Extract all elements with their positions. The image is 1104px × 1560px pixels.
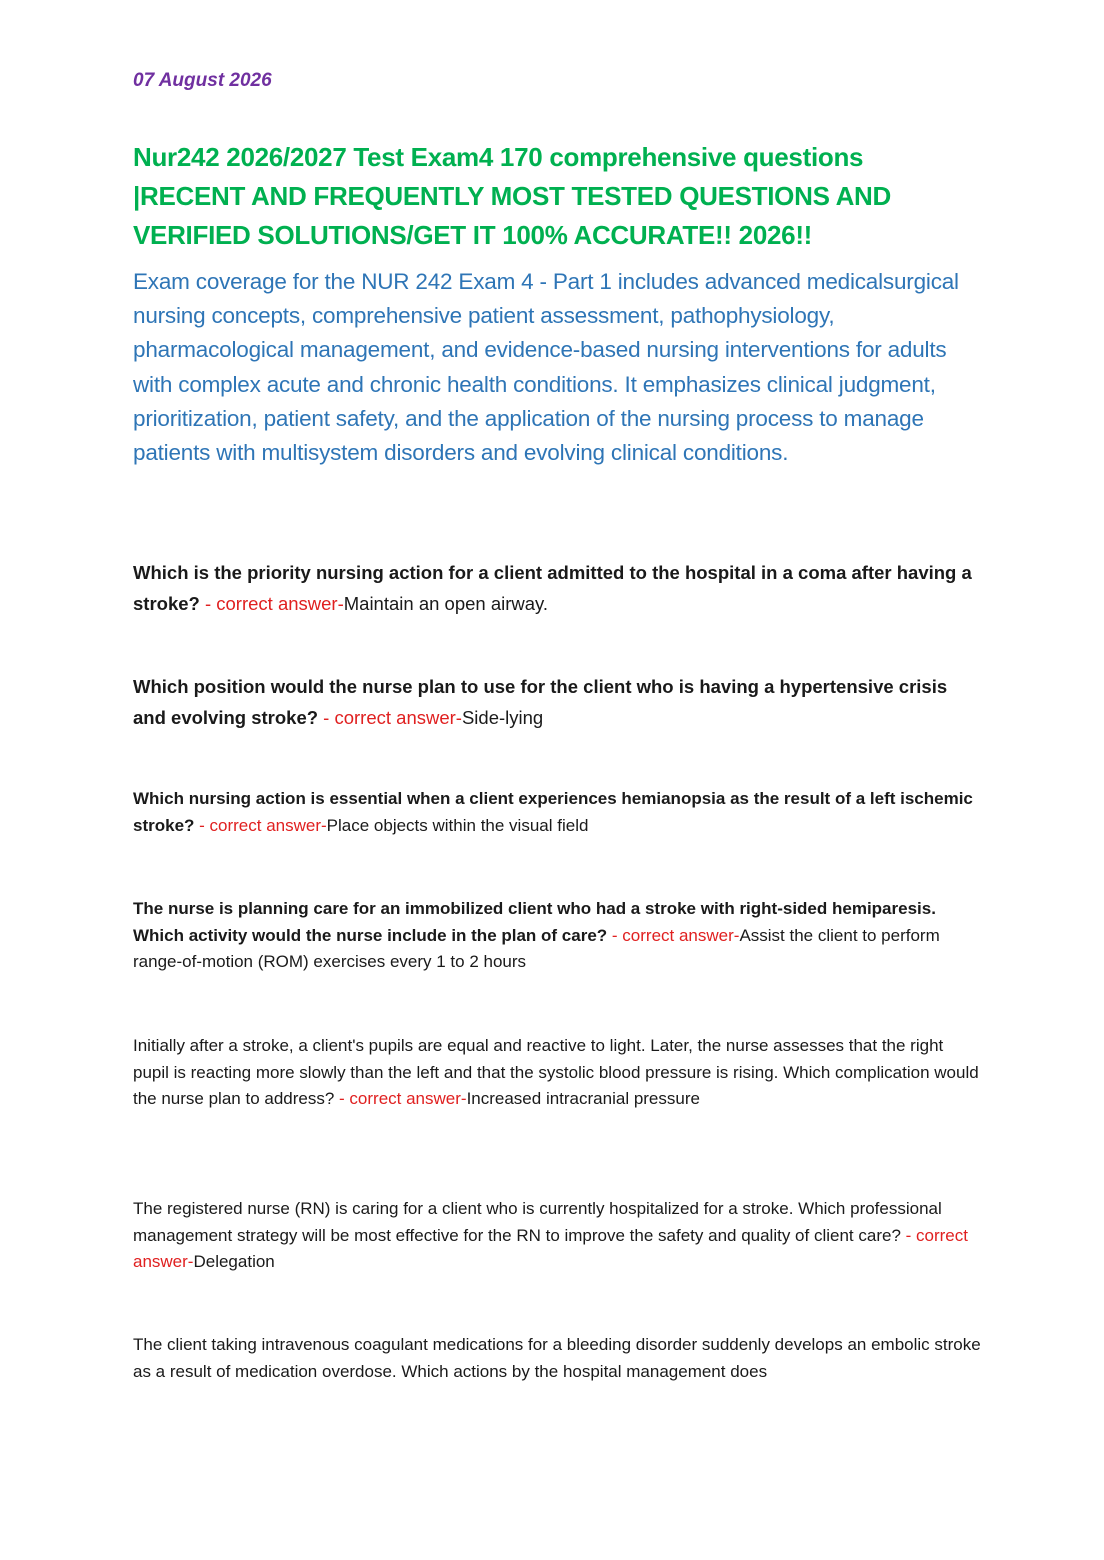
question-text: The nurse is planning care for an immobilized client who had a stroke with right-sided hemiparesis. Which activity would the nurse include in the plan of care?	[133, 899, 936, 945]
correct-answer-marker: - correct answer-	[334, 1089, 467, 1108]
qa-item	[133, 1332, 983, 1385]
qa-item	[133, 1196, 983, 1276]
correct-answer-marker: - correct answer-	[607, 925, 740, 945]
question-text: Which position would the nurse plan to use for the client who is having a hypertensive crisis and evolving stroke?	[133, 676, 948, 728]
question-text: Initially after a stroke, a client's pupils are equal and reactive to light. Later, the nurse assesses that the right pupil is reacting more slowly than the left and that the systolic blood pressure is rising. Which complication would the nurse plan to address?	[133, 1036, 979, 1108]
qa-item	[133, 557, 983, 619]
answer-text: Side-lying	[461, 707, 544, 728]
document-title: Nur242 2026/2027 Test Exam4 170 comprehensive questions |RECENT AND FREQUENTLY MOST TESTED QUESTIONS AND VERIFIED SOLUTIONS/GET IT 100% ACCURATE!! 2026!!	[133, 142, 892, 250]
qa-item	[133, 671, 983, 733]
exam-summary: Exam coverage for the NUR 242 Exam 4 - Part 1 includes advanced medicalsurgical nursing concepts, comprehensive patient assessment, pathophysiology, pharmacological management, and evidence-based nursing interventions for adults with complex acute and chronic health conditions. It emphasizes clinical judgment, prioritization, patient safety, and the application of the nursing process to manage patients with multisystem disorders and evolving clinical conditions.	[133, 269, 959, 466]
answer-text: Increased intracranial pressure	[466, 1089, 700, 1108]
qa-item	[133, 786, 983, 839]
qa-item	[133, 1033, 983, 1113]
correct-answer-marker: - correct answer-	[194, 815, 327, 835]
question-text: Which is the priority nursing action for a client admitted to the hospital in a coma after having a stroke?	[133, 562, 972, 614]
document-date: 07 August 2026	[133, 70, 272, 91]
correct-answer-marker: - correct answer-	[318, 707, 462, 728]
question-text: The client taking intravenous coagulant medications for a bleeding disorder suddenly develops an embolic stroke as a result of medication overdose. Which actions by the hospital management does	[133, 1335, 981, 1381]
answer-text: Delegation	[193, 1252, 275, 1271]
correct-answer-marker: - correct answer-	[199, 593, 344, 614]
question-text: The registered nurse (RN) is caring for a client who is currently hospitalized for a stroke. Which professional management strategy will be most effective for the RN to improve the safety and quality of client care?	[133, 1199, 942, 1245]
question-text: Which nursing action is essential when a client experiences hemianopsia as the result of a left ischemic stroke?	[133, 789, 973, 835]
answer-text: Assist the client to perform range-of-motion (ROM) exercises every 1 to 2 hours	[133, 925, 940, 971]
answer-text: Place objects within the visual field	[326, 815, 589, 835]
correct-answer-marker: - correct answer-	[133, 1225, 968, 1271]
qa-item	[133, 896, 983, 976]
answer-text: Maintain an open airway.	[343, 593, 549, 614]
